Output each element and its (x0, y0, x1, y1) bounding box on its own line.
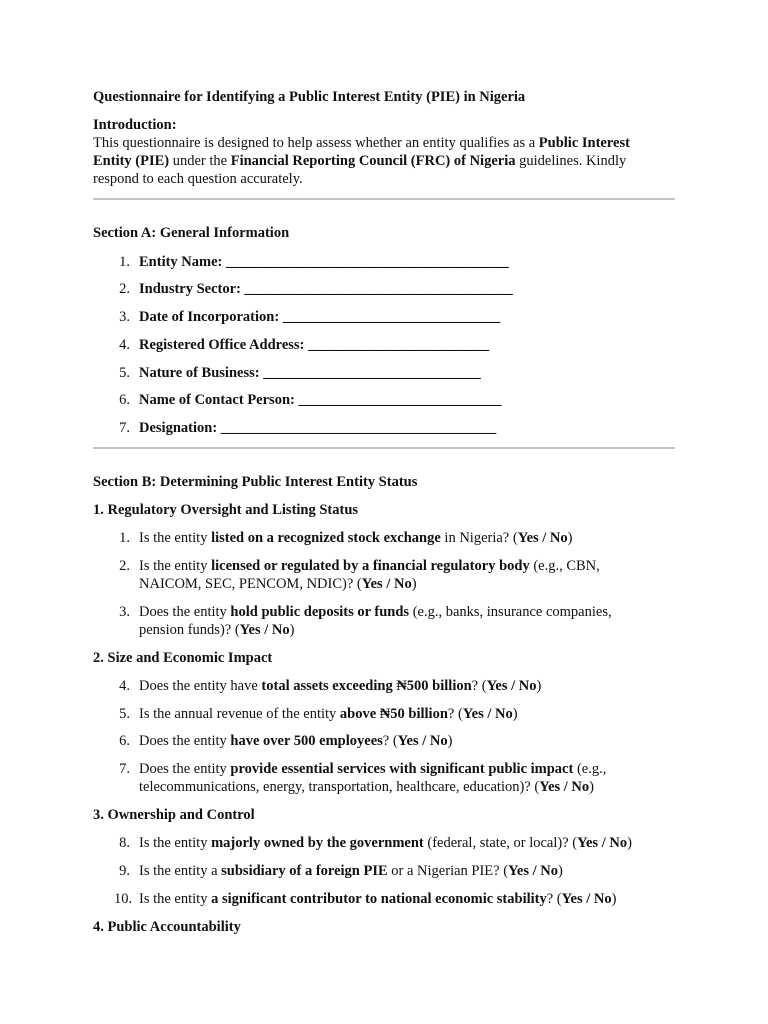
divider (93, 447, 675, 449)
intro-heading: Introduction: (93, 117, 177, 133)
yes-no-option[interactable]: Yes / No (517, 530, 568, 546)
subsection-public-accountability: 4. Public Accountability (93, 919, 241, 935)
subsection-size-economic-impact: 2. Size and Economic Impact (93, 650, 273, 666)
intro-line-1: This questionnaire is designed to help assess whether an entity qualifies as a Public Interest (93, 135, 630, 151)
intro-line-3: respond to each question accurately. (93, 171, 303, 187)
yes-no-option[interactable]: Yes / No (508, 863, 559, 879)
yes-no-option[interactable]: Yes / No (239, 622, 290, 638)
yes-no-option[interactable]: Yes / No (397, 733, 448, 749)
divider (93, 198, 675, 200)
yes-no-option[interactable]: Yes / No (561, 891, 612, 907)
section-a-heading: Section A: General Information (93, 225, 290, 241)
subsection-regulatory-oversight: 1. Regulatory Oversight and Listing Status (93, 502, 359, 518)
yes-no-option[interactable]: Yes / No (577, 835, 628, 851)
document-page: Questionnaire for Identifying a Public Interest Entity (PIE) in Nigeria Introduction: This questionnaire is designed to help assess whether an entity qualifies as a Public Interest Entity (PIE) under the Financial Reporting Council (FRC) of Nigeria guidelines. Kindly respond to each question accurately. Section A: General Information 1. Entity Name: _______________________________________ 2. Industry Sector: _____________________________________ 3. Date of Incorporation: ______________________________ 4. Registered Office Address: _________________________ 5. Nature of Business: ______________________________ 6. Name of Contact Person: ____________________________ 7. Designation: ______________________________________ Section B: Determining Public Interest Entity Status 1. Regulatory Oversight and Listing Status 1. Is the entity listed on a recognized stock exchange in Nigeria? (Yes / No) 2. Is the entity licensed or regulated by a financial regulatory body (e.g., CBN, NAICOM, SEC, PENCOM, NDIC)? (Yes / No) 3. Does the entity hold public deposits or funds (e.g., banks, insurance companies, pension funds)? (Yes / No) 2. Size and Economic Impact 4. Does the entity have total assets exceeding ₦500 billion? (Yes / No) 5. Is the annual revenue of the entity above ₦50 billion? (Yes / No) 6. Does the entity have over 500 employees? (Yes / No) 7. Does the entity provide essential services with significant public impact (e.g., telecommunications, energy, transportation, healthcare, education)? (Yes / No) 3. Ownership and Control 8. Is the entity majorly owned by the government (federal, state, or local)? (Yes / No) 9. Is the entity a subsidiary of a foreign PIE or a Nigerian PIE? (Yes / No) 10. Is the entity a significant contributor to national economic stability? (Yes / No) 4. Public Accountability (0, 0, 768, 1024)
document-title: Questionnaire for Identifying a Public Interest Entity (PIE) in Nigeria (93, 89, 526, 105)
yes-no-option[interactable]: Yes / No (462, 706, 513, 722)
subsection-ownership-control: 3. Ownership and Control (93, 807, 255, 823)
yes-no-option[interactable]: Yes / No (486, 678, 537, 694)
yes-no-option[interactable]: Yes / No (361, 576, 412, 592)
yes-no-option[interactable]: Yes / No (539, 779, 590, 795)
intro-line-2: Entity (PIE) under the Financial Reporting Council (FRC) of Nigeria guidelines. Kindly (93, 153, 627, 169)
section-b-heading: Section B: Determining Public Interest Entity Status (93, 474, 418, 490)
